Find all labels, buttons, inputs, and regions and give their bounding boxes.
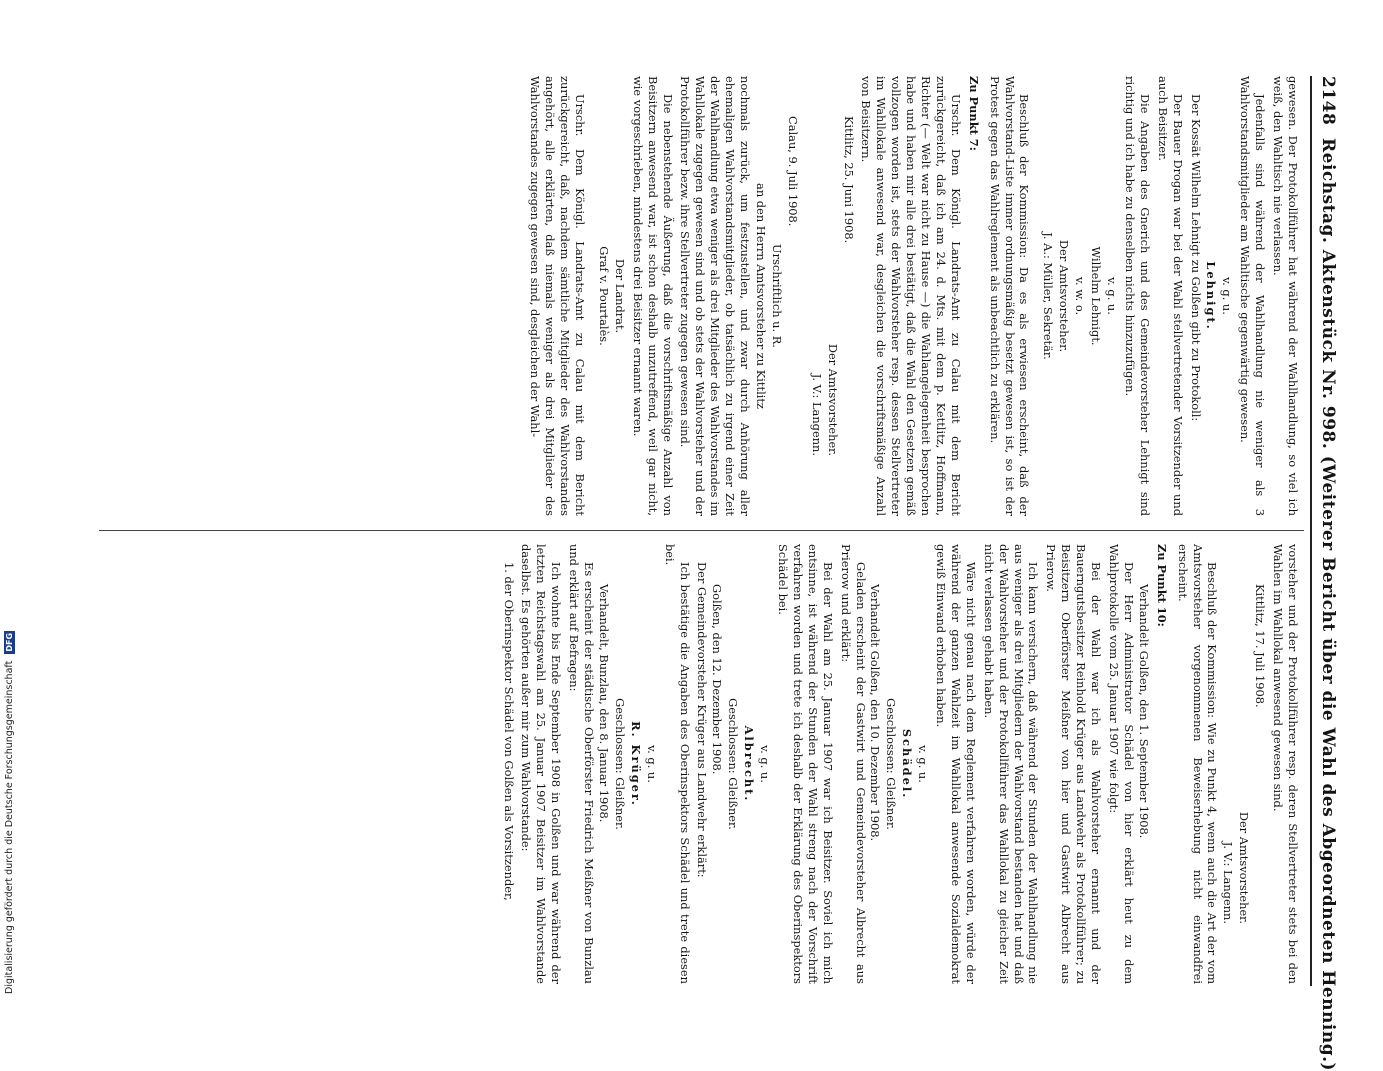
- closing-note: Geschlossen: Gleißner.: [884, 698, 899, 830]
- official-name: Graf v. Pourtalès.: [596, 246, 611, 346]
- date-line: Kittlitz, 17. Juli 1908.: [1253, 584, 1268, 708]
- digitization-credit: [4, 631, 15, 994]
- date-line: Verhandelt Golßen, den 10. Dezember 1908.: [868, 584, 883, 842]
- paragraph: Die Angaben des Gnerich und des Gemeindevorsteher Lehnigt sind richtig und ich habe zu denselben nichts hinzuzufügen.: [1122, 76, 1152, 516]
- page-title: Reichstag. Aktenstück Nr. 998. (Weiterer Bericht über die Wahl des Abgeordneten Henning.): [1318, 138, 1338, 1071]
- left-column: [524, 76, 1300, 516]
- section-heading: Zu Punkt 7:: [966, 76, 981, 151]
- note-line: an den Herrn Amtsvorsteher zu Kittlitz: [754, 183, 768, 409]
- paragraph: Der Herr Administrator Schädel von hier erklärt heut zu dem Wahlprotokolle vom 25. Januar 1907 wie folgt:: [1107, 544, 1136, 984]
- official-title: Der Amtsvorsteher.: [1237, 811, 1252, 924]
- vgu-mark: v. g. u.: [644, 745, 659, 783]
- credit-text: Digitalisierung gefördert durch die Deutsche Forschungsgemeinschaft: [4, 660, 15, 994]
- date-line: Golßen, den 12. Dezember 1908.: [710, 584, 725, 775]
- signature: Albrecht.: [742, 725, 757, 803]
- paragraph: Bei der Wahl war ich als Wahlvorsteher ernannt und der Bauerngutsbesitzer Reinhold Krüger aus Landwehr als Protokollführer; zu Beisitzern Oberförster Meißner von hier und Gastwirt Albrecht aus Prierow.: [1044, 544, 1104, 984]
- official-name: J. V.: Langenn.: [1221, 841, 1236, 924]
- right-column: [498, 544, 1300, 984]
- document-page: [88, 76, 1338, 1071]
- page-header: [1310, 76, 1338, 1071]
- signature: Lehnigt.: [1204, 261, 1219, 331]
- date-line: Verhandelt Golßen, den 1. September 1908.: [1136, 584, 1151, 839]
- paragraph: Der Gemeindevorsteher Krüger aus Landwehr erklärt:: [695, 562, 710, 878]
- vgu-mark: v. g. u.: [1220, 277, 1235, 315]
- official-title: Der Amtsvorsteher.: [825, 343, 840, 456]
- signature: R. Krüger.: [628, 721, 643, 807]
- official-name: J. V.: Langenn.: [809, 373, 824, 456]
- official-title: Der Amtsvorsteher.: [1057, 239, 1072, 353]
- paragraph: vorsteher und der Protokollführer resp. deren Stellvertreter stets bei den Wahlen im Wahllokal anwesend gewesen sind.: [1271, 544, 1300, 984]
- paragraph: Der Kossät Wilhelm Lehnigt zu Golßen gibt zu Protokoll:: [1188, 94, 1203, 422]
- date-line: Verhandelt, Bunzlau, den 8. Januar 1908.: [597, 584, 612, 823]
- closing-note: Geschlossen: Gleißner.: [612, 698, 627, 830]
- paragraph: Urschr. Dem Königl. Landrats-Amt zu Calau mit dem Bericht zurückgereicht, daß, nachdem sämtliche Mitglieder des Wahlvorstandes angehört, alle erklärten, daß niemals weniger als drei Mitglieder des Wahlvorstandes zugegen gewesen sind, desgleichen der Wahl-: [528, 76, 588, 516]
- section-heading: Zu Punkt 10:: [1154, 544, 1169, 627]
- signature: Schädel.: [900, 728, 915, 800]
- paragraph: Es erscheint der städtische Oberförster Friedrich Meißner von Bunzlau und erklärt auf Befragen:: [567, 544, 597, 984]
- column-divider: [99, 530, 1304, 531]
- list-item: 1. der Oberinspektor Schädel von Golßen als Vorsitzender,: [501, 562, 516, 901]
- signature: Wilhelm Lehnigt.: [1089, 246, 1104, 346]
- vgu-mark: v. g. u.: [1105, 277, 1120, 315]
- paragraph: Die nebenstehende Äußerung, daß die vorschriftsmäßige Anzahl von Beisitzern anwesend war, ist schon deshalb unzutreffend, weil gar nicht, wie vorgeschrieben, mindestens drei Beisitzer ernannt waren.: [630, 76, 675, 516]
- vgu-mark: v. g. u.: [916, 745, 931, 783]
- paragraph: Ich kann versichern, daß während der Stunden der Wahlhandlung nie aus weniger als drei Mitgliedern der Wahlvorstand bestanden hat und daß der Wahlvorsteher und der Protokollführer das Wahllokal zu gleicher Zeit nicht verlassen gehabt haben.: [981, 544, 1041, 984]
- paragraph: Jedenfalls sind während der Wahlhandlung nie weniger als 3 Wahlvorstandsmitglieder am Wahltische gegenwärtig gewesen.: [1238, 76, 1268, 516]
- paragraph: nochmals zurück, um festzustellen, und zwar durch Anhörung aller ehemaligen Wahlvorstandsmitglieder, ob tatsächlich zu irgend einer Zeit der Wahlhandlung etwa weniger als drei Mitglieder des Wahlvorstandes im Wahllokale zugegen gewesen sind und ob stets der Wahlvorsteher und der Protokollführer bezw. ihre Stellvertreter zugegen gewesen sind.: [678, 76, 753, 516]
- paragraph: gewesen. Der Protokollführer hat während der Wahlhandlung, so viel ich weiß, den Wahltisch nie verlassen.: [1271, 76, 1300, 516]
- official-title: Der Landrat.: [612, 258, 627, 334]
- date-line: Calau, 9. Juli 1908.: [785, 116, 800, 227]
- paragraph: Ich bestätige die Angaben des Oberinspektors Schädel und trete diesen bei.: [662, 544, 692, 984]
- note-line: Urschriftlich u. R.: [769, 244, 784, 348]
- date-line: Kittlitz, 25. Juni 1908.: [841, 116, 856, 244]
- paragraph: Ich wohnte bis Ende September 1908 in Golßen und war während der letzten Reichstagswahl am 25. Januar 1907 Beisitzer im Wahlvorstande daselbst. Es gehörten außer mir zum Wahlvorstande:: [519, 544, 564, 984]
- paragraph: Wäre nicht genau nach dem Reglement verfahren worden, würde der während der ganzen Wahlzeit im Wahllokal anwesende Sozialdemokrat gewiß Einwand erhoben haben.: [934, 544, 978, 984]
- commission-decision: Beschluß der Kommission: Wie zu Punkt 4, wenn auch die Art der vom Amtsvorsteher vorgenommenen Beweiserhebung nicht einwandfrei erscheint.: [1175, 544, 1220, 984]
- commission-decision: Beschluß der Kommission: Da es als erwiesen erscheint, daß der Wahlvorstand-Liste immer ordnungsmäßig besetzt gewesen ist, so ist der Protest gegen das Wahlreglement als unbeachtlich zu erklären.: [987, 76, 1032, 516]
- official-name: J. A.: Müller, Sekretär.: [1041, 232, 1056, 360]
- paragraph: Geladen erscheint der Gastwirt und Gemeindevorsteher Albrecht aus Prierow und erklärt:: [838, 544, 868, 984]
- vgu-mark: v. g. u.: [758, 745, 773, 783]
- paragraph: Urschr. Dem Königl. Landrats-Amt zu Calau mit dem Bericht zurückgereicht, daß ich am 24. d. Mts. mit dem p. Kettlitz, Hoffmann, Richter (— Welt war nicht zu Hause —) die Wahlangelegenheit besprochen habe und haben mir alle drei bestätigt, daß die Wahl den Gesetzen gemäß vollzogen worden ist, stets der Wahlvorsteher resp. dessen Stellvertreter im Wahllokale anwesend war, desgleichen die vorschriftsmäßige Anzahl von Beisitzern.: [859, 76, 963, 516]
- closing-note: Geschlossen: Gleißner.: [726, 698, 741, 830]
- paragraph: Bei der Wahl am 25. Januar 1907 war ich Beisitzer. Soviel ich mich entsinne, ist während der Stunden der Wahl streng nach der Vorschrift verfahren worden und trete ich deshalb der Erklärung des Oberinspektors Schädel bei.: [776, 544, 835, 984]
- page-number: 2148: [1318, 76, 1338, 126]
- paragraph: Der Bauer Drogan war bei der Wahl stellvertretender Vorsitzender und auch Beisitzer.: [1155, 76, 1185, 516]
- dfg-logo: DFG: [5, 632, 14, 652]
- vwo-mark: v. w. o.: [1073, 276, 1088, 316]
